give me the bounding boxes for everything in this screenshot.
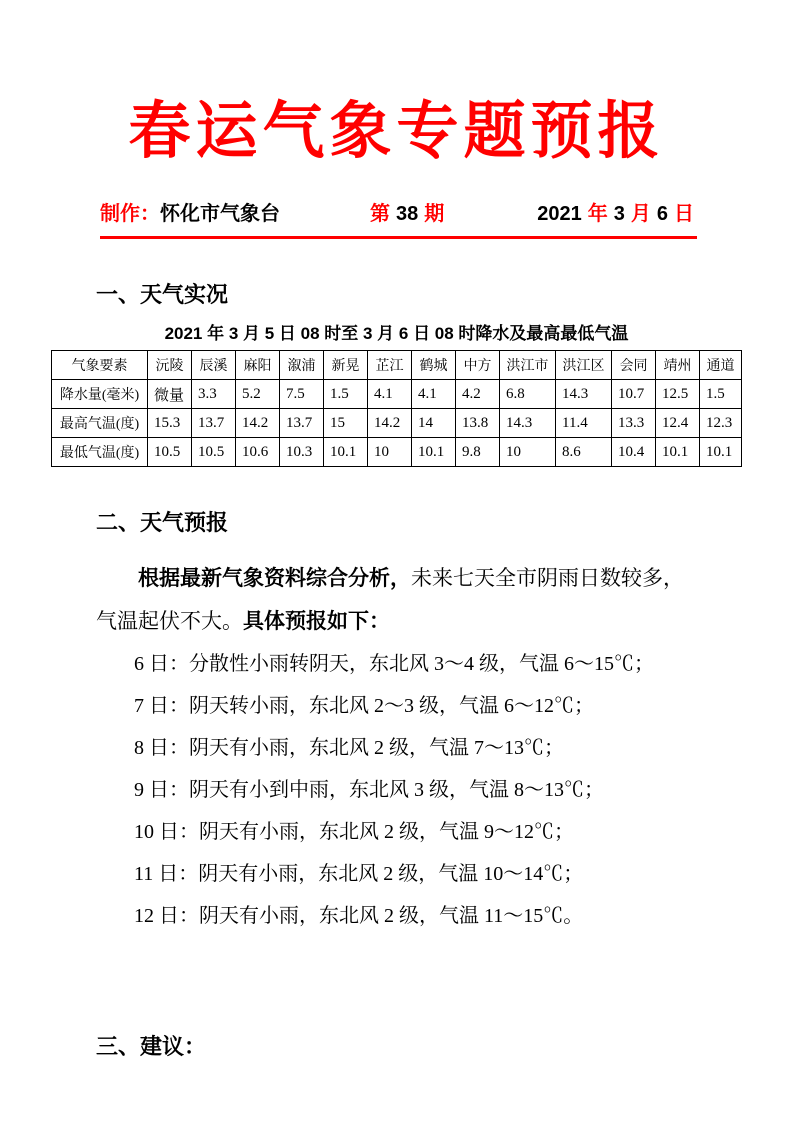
table-cell: 5.2 [236,380,280,409]
document-title: 春运气象专题预报 [128,94,665,167]
forecast-day-8: 8 日：阴天有小雨，东北风 2 级，气温 7～13℃； [134,737,564,759]
producer-name: 怀化市气象台 [160,203,280,225]
forecast-day-10: 10 日：阴天有小雨，东北风 2 级，气温 9～12℃； [134,821,574,843]
producer-field [100,200,280,228]
table-cell: 10.5 [192,438,236,467]
meta-bar [100,200,697,228]
table-cell: 4.2 [456,380,500,409]
table-cell: 1.5 [700,380,742,409]
table-title: 2021 年 3 月 5 日 08 时至 3 月 6 日 08 时降水及最高最低气温 [164,324,629,343]
forecast-intro [96,557,697,643]
table-cell: 10.1 [412,438,456,467]
forecast-day-6: 6 日：分散性小雨转阴天，东北风 3～4 级，气温 6～15℃； [134,653,654,675]
red-divider-line [100,236,697,239]
intro-normal-1: 未来七天全市阴雨日数较多， [411,566,684,590]
date-month: 3 [613,203,625,225]
table-cell: 14.2 [368,409,412,438]
date-day-unit: 日 [674,203,694,225]
table-cell: 10.1 [656,438,700,467]
table-header-cell: 洪江区 [556,351,612,380]
table-row-min-temp [52,438,742,467]
section-1-heading: 一、天气实况 [96,282,229,307]
table-cell: 4.1 [368,380,412,409]
table-cell: 微量 [148,380,192,409]
table-row-precipitation [52,380,742,409]
date-day: 6 [656,203,668,225]
table-cell: 12.4 [656,409,700,438]
section-2-heading: 二、天气预报 [96,510,229,535]
issue-suffix: 期 [424,203,445,225]
forecast-day-9: 9 日：阴天有小到中雨，东北风 3 级，气温 8～13℃； [134,779,604,801]
table-cell: 1.5 [324,380,368,409]
table-header-cell: 溆浦 [280,351,324,380]
table-cell: 14.3 [556,380,612,409]
table-cell: 12.5 [656,380,700,409]
intro-normal-2: 气温起伏不大。 [96,609,243,633]
table-cell: 13.8 [456,409,500,438]
table-cell: 3.3 [192,380,236,409]
table-cell: 13.3 [612,409,656,438]
table-header-cell: 通道 [700,351,742,380]
date-year-unit: 年 [587,203,608,225]
table-cell: 10.1 [700,438,742,467]
table-cell: 10.7 [612,380,656,409]
table-cell: 13.7 [192,409,236,438]
table-cell: 15.3 [148,409,192,438]
table-cell: 10.5 [148,438,192,467]
table-cell: 14.2 [236,409,280,438]
table-cell: 9.8 [456,438,500,467]
table-header-cell: 靖州 [656,351,700,380]
table-header-cell: 洪江市 [500,351,556,380]
table-cell: 10 [500,438,556,467]
forecast-day-11: 11 日：阴天有小雨，东北风 2 级，气温 10～14℃； [134,863,584,885]
forecast-day-7: 7 日：阴天转小雨，东北风 2～3 级，气温 6～12℃； [134,695,594,717]
issue-number: 38 [396,203,419,225]
table-header-cell: 麻阳 [236,351,280,380]
date-year: 2021 [537,203,582,225]
issue-prefix: 第 [370,203,390,225]
row-label: 最高气温(度) [52,409,148,438]
daily-forecast-list [96,643,697,937]
table-header-cell: 气象要素 [52,351,148,380]
table-cell: 14 [412,409,456,438]
table-cell: 12.3 [700,409,742,438]
row-label: 降水量(毫米) [52,380,148,409]
table-cell: 10.4 [612,438,656,467]
intro-bold-detail: 具体预报如下： [243,610,390,633]
table-header-cell: 辰溪 [192,351,236,380]
table-header-cell: 会同 [612,351,656,380]
date-month-unit: 月 [630,203,651,225]
producer-label: 制作： [100,203,160,225]
table-row-max-temp [52,409,742,438]
table-cell: 10.6 [236,438,280,467]
table-cell: 8.6 [556,438,612,467]
table-cell: 10.1 [324,438,368,467]
weather-table [51,350,742,467]
table-cell: 10.3 [280,438,324,467]
date-field [534,200,697,228]
row-label: 最低气温(度) [52,438,148,467]
table-cell: 11.4 [556,409,612,438]
forecast-intro-line-1 [96,557,697,600]
table-cell: 10 [368,438,412,467]
table-cell: 14.3 [500,409,556,438]
intro-bold-analysis: 根据最新气象资料综合分析， [138,567,411,590]
table-cell: 13.7 [280,409,324,438]
table-cell: 4.1 [412,380,456,409]
table-header-row [52,351,742,380]
section-3-heading: 三、建议： [96,1034,207,1059]
table-header-cell: 沅陵 [148,351,192,380]
table-cell: 15 [324,409,368,438]
table-cell: 6.8 [500,380,556,409]
table-cell: 7.5 [280,380,324,409]
table-header-cell: 中方 [456,351,500,380]
issue-field [367,200,447,228]
forecast-intro-line-2 [96,600,697,643]
forecast-day-12: 12 日：阴天有小雨，东北风 2 级，气温 11～15℃。 [134,905,584,927]
table-header-cell: 鹤城 [412,351,456,380]
table-header-cell: 芷江 [368,351,412,380]
table-header-cell: 新晃 [324,351,368,380]
